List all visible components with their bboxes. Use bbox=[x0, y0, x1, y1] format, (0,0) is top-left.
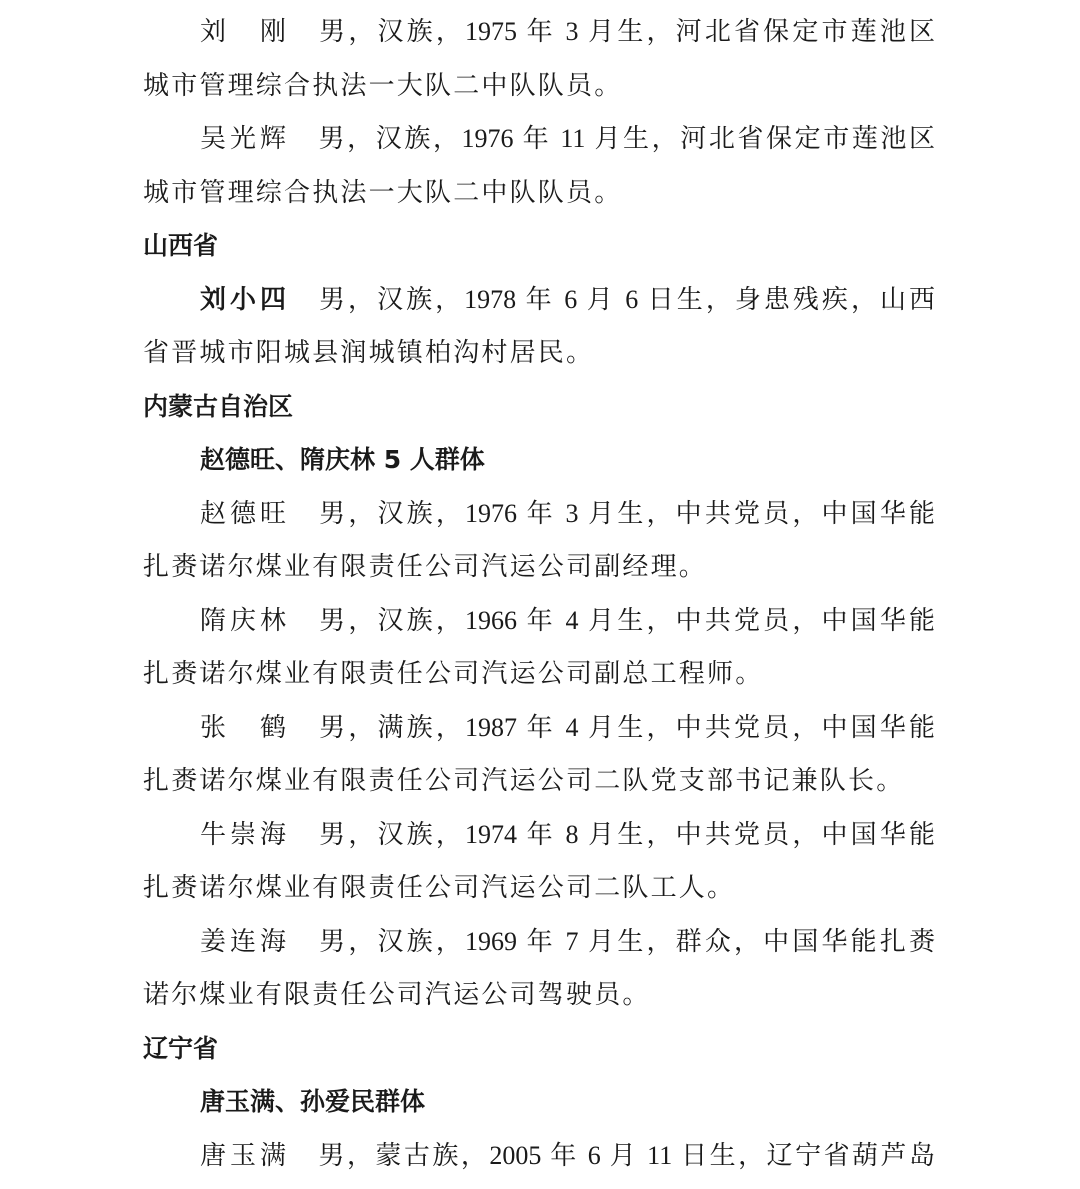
person-details: 男，汉族，1966 年 4 月生，中共党员，中国华能 bbox=[316, 606, 935, 635]
person-entry-first-line bbox=[143, 922, 935, 976]
person-name: 刘小四 bbox=[200, 280, 286, 320]
group-heading: 赵德旺、隋庆林 5 人群体 bbox=[143, 440, 935, 494]
person-details: 男，汉族，1969 年 7 月生，群众，中国华能扎赉 bbox=[316, 927, 935, 956]
person-details: 男，汉族，1975 年 3 月生，河北省保定市莲池区 bbox=[316, 17, 935, 46]
person-details-continued: 扎赉诺尔煤业有限责任公司汽运公司二队工人。 bbox=[143, 868, 935, 922]
person-details: 男，汉族，1976 年 11 月生，河北省保定市莲池区 bbox=[316, 124, 935, 153]
person-entry-first-line bbox=[143, 815, 935, 869]
person-details: 男，汉族，1978 年 6 月 6 日生，身患残疾，山西 bbox=[316, 285, 935, 314]
person-details-continued: 城市管理综合执法一大队二中队队员。 bbox=[143, 66, 935, 120]
person-name: 唐玉满 bbox=[200, 1136, 286, 1176]
person-entry-first-line bbox=[143, 708, 935, 762]
province-heading: 山西省 bbox=[143, 226, 935, 280]
person-entry-first-line bbox=[143, 1136, 935, 1189]
document-page bbox=[143, 12, 935, 1189]
person-entry-first-line bbox=[143, 119, 935, 173]
person-entry-first-line bbox=[143, 601, 935, 655]
person-details-continued: 诺尔煤业有限责任公司汽运公司驾驶员。 bbox=[143, 975, 935, 1029]
person-details: 男，汉族，1974 年 8 月生，中共党员，中国华能 bbox=[316, 820, 935, 849]
group-heading: 唐玉满、孙爱民群体 bbox=[143, 1082, 935, 1136]
person-name: 张鹤 bbox=[200, 708, 286, 748]
person-details-continued: 扎赉诺尔煤业有限责任公司汽运公司副总工程师。 bbox=[143, 654, 935, 708]
person-name: 隋庆林 bbox=[200, 601, 286, 641]
province-heading: 辽宁省 bbox=[143, 1029, 935, 1083]
person-details-continued: 城市管理综合执法一大队二中队队员。 bbox=[143, 173, 935, 227]
person-details-continued: 省晋城市阳城县润城镇柏沟村居民。 bbox=[143, 333, 935, 387]
person-name: 刘刚 bbox=[200, 12, 286, 52]
province-heading: 内蒙古自治区 bbox=[143, 387, 935, 441]
person-details-continued: 扎赉诺尔煤业有限责任公司汽运公司二队党支部书记兼队长。 bbox=[143, 761, 935, 815]
person-name: 姜连海 bbox=[200, 922, 286, 962]
person-entry-first-line bbox=[143, 280, 935, 334]
person-details: 男，满族，1987 年 4 月生，中共党员，中国华能 bbox=[316, 713, 935, 742]
person-details-continued: 扎赉诺尔煤业有限责任公司汽运公司副经理。 bbox=[143, 547, 935, 601]
person-details: 男，蒙古族，2005 年 6 月 11 日生，辽宁省葫芦岛 bbox=[316, 1141, 935, 1170]
person-entry-first-line bbox=[143, 12, 935, 66]
person-details: 男，汉族，1976 年 3 月生，中共党员，中国华能 bbox=[316, 499, 935, 528]
person-name: 吴光辉 bbox=[200, 119, 286, 159]
person-name: 赵德旺 bbox=[200, 494, 286, 534]
person-name: 牛崇海 bbox=[200, 815, 286, 855]
person-entry-first-line bbox=[143, 494, 935, 548]
